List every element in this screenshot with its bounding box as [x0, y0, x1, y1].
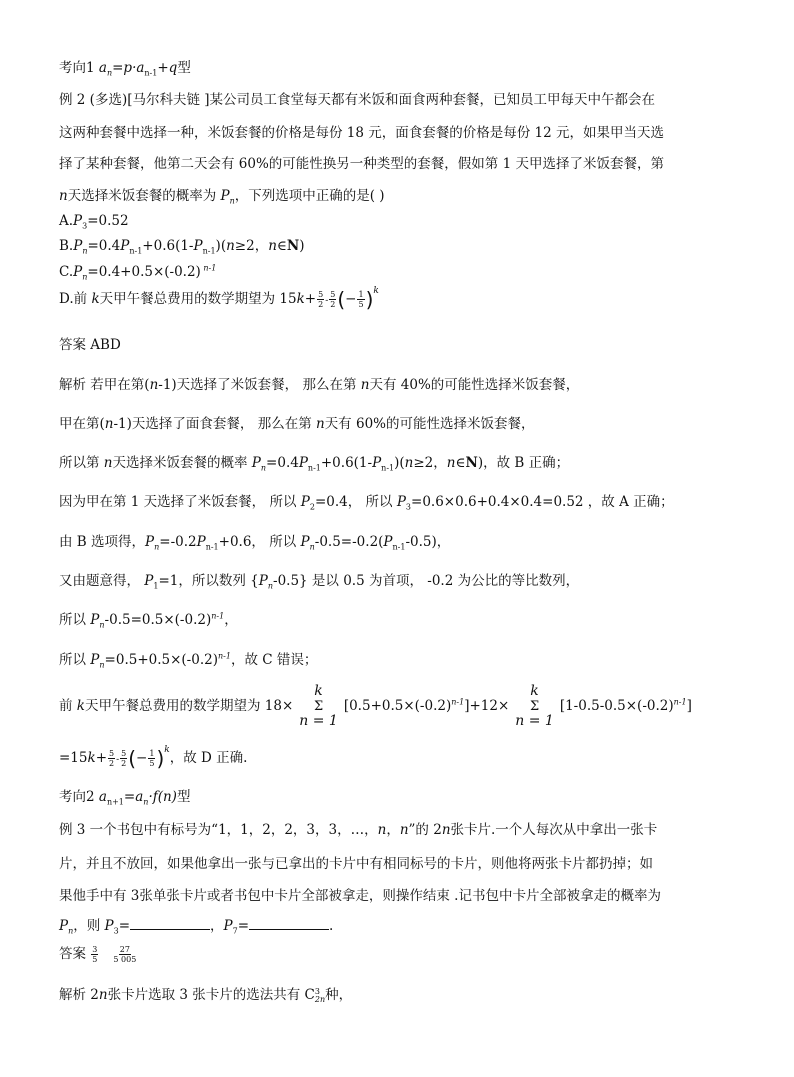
math-var: n [103, 455, 113, 471]
math-var: n [360, 377, 370, 393]
math-sub: n [229, 196, 235, 206]
math-sup: k [373, 286, 379, 296]
math-var: P [73, 264, 83, 280]
math-var: P [73, 238, 83, 254]
math-var: P [104, 918, 114, 934]
math-var: P [220, 188, 230, 204]
math-sub: n [309, 542, 315, 552]
text: 甲在第( [59, 416, 105, 432]
text: 所以 [59, 612, 91, 628]
text: -1)天选择了米饭套餐， 那么在第 [158, 377, 361, 393]
math-sub: 3 [113, 926, 119, 936]
math-expr: -0.5=-0.2( [314, 534, 384, 550]
math-sub: n [143, 797, 149, 807]
math-var: n [268, 238, 277, 254]
math-var: P [196, 534, 206, 550]
sum-upper: k [530, 683, 539, 699]
math-sub: n-1 [205, 542, 219, 552]
fraction [91, 945, 98, 964]
fraction [108, 749, 115, 768]
sum-lower: n = 1 [299, 713, 338, 729]
math-expr: ≥2， [413, 455, 447, 471]
math-var: P [383, 534, 393, 550]
frac-num: 3 [92, 945, 98, 954]
text: ，故 D 正确. [169, 750, 248, 766]
math-sub: n [154, 542, 160, 552]
frac-den: 2 [109, 759, 115, 768]
math-var: n [377, 822, 387, 838]
sum-upper: k [314, 683, 323, 699]
text: . [329, 918, 334, 934]
math-sup: n-1 [211, 611, 225, 621]
frac-num: 5 [318, 290, 324, 299]
frac-den: 5 [92, 955, 98, 964]
text: ，下列选项中正确的是( ) [234, 188, 385, 204]
summation [515, 684, 554, 729]
math-op: = [118, 918, 131, 934]
frac-num: 1 [358, 290, 364, 299]
math-expr: ≥2， [234, 238, 269, 254]
math-sub: n [99, 620, 105, 630]
text: 张卡片.一个人每次从中拿出一张卡 [450, 822, 658, 838]
heading-suffix: 型 [176, 789, 191, 805]
math-sup: n-1 [673, 697, 687, 707]
text: 所以第 [59, 455, 104, 471]
fraction [112, 945, 137, 964]
math-expr: =0.5+0.5×(-0.2) [104, 652, 218, 668]
math-op: − [136, 750, 148, 766]
math-sub: n [82, 246, 88, 256]
math-sub: 3 [405, 502, 412, 512]
sum-sign: Σ [529, 699, 540, 714]
frac-den: 5 005 [113, 955, 137, 964]
option-label: D.前 [59, 291, 92, 307]
math-expr: =-0.2 [159, 534, 197, 550]
math-var: k [296, 291, 305, 307]
text: 天选择米饭套餐的概率为 [67, 188, 221, 204]
math-sub: n-1 [381, 463, 395, 473]
text: ， [224, 612, 238, 628]
math-sub: n [267, 581, 274, 591]
text: ”的 2 [408, 822, 442, 838]
frac-num: 5 [330, 290, 336, 299]
math-op: = [237, 918, 250, 934]
math-sup: n-1 [218, 651, 231, 661]
math-op: − [345, 291, 357, 307]
math-var: P [59, 918, 69, 934]
math-sub: 1 [153, 581, 159, 591]
math-sub: n-1 [202, 246, 216, 256]
math-expr: =a [123, 789, 144, 805]
math-sub: 2 [309, 502, 315, 512]
math-expr: -0.5)， [405, 534, 451, 550]
text: -1)天选择了面食套餐， 那么在第 [113, 416, 316, 432]
math-var: n [98, 987, 108, 1003]
frac-den: 2 [330, 300, 336, 309]
analysis-line-7 [59, 610, 238, 630]
math-sup: n-1 [451, 697, 465, 707]
text: 由 B 选项得， [59, 534, 146, 550]
frac-num: 1 [149, 749, 155, 758]
answer-blank-1 [130, 915, 210, 930]
example-3-line-2: 片，并且不放回，如果他拿出一张与已拿出的卡片中有相同标号的卡片，则他将两张卡片都扔掉；如 [59, 856, 653, 872]
math-expr: -0.5=0.5×(-0.2) [104, 612, 212, 628]
math-var: n [441, 822, 451, 838]
math-expr: [1-0.5-0.5×(-0.2) [559, 698, 674, 714]
math-sub: n [106, 68, 113, 78]
math-var: P [120, 238, 130, 254]
example-3-line-1 [59, 820, 657, 840]
math-var: n [226, 238, 235, 254]
example-3-line-3: 果他手中有 3张单张卡片或者书包中卡片全部被拿走，则操作结束 .记书包中卡片全部被拿走的概率为 [59, 888, 661, 904]
math-var: k [76, 698, 85, 714]
text: 解析 2 [59, 987, 99, 1003]
section-heading-1 [59, 58, 191, 78]
math-expr: ] [686, 698, 692, 714]
math-expr: ∈ [276, 238, 287, 254]
math-var: n [446, 455, 456, 471]
fraction [148, 749, 155, 768]
combination-index [315, 988, 325, 1004]
example-2-line-3: 择了某种套餐，他第二天会有 60%的可能性换另一种类型的套餐，假如第 1 天甲选择了米饭套餐，第 [59, 156, 664, 172]
frac-num: 5 [121, 749, 127, 758]
text: 天有 40%的可能性选择米饭套餐， [369, 377, 580, 393]
math-sub: n [68, 926, 74, 936]
analysis-line-8 [59, 650, 317, 670]
math-op: + [95, 750, 107, 766]
math-op: - [325, 296, 329, 306]
answer-label: 答案 [59, 946, 91, 962]
math-expr: =p·a [112, 60, 145, 76]
math-var: P [251, 455, 261, 471]
math-expr: =15 [59, 750, 88, 766]
math-sub: n+1 [106, 797, 124, 807]
analysis-line-3 [59, 453, 569, 473]
math-var: P [144, 573, 154, 589]
text: 前 [59, 698, 77, 714]
analysis-line-5 [59, 532, 450, 552]
frac-den: 2 [318, 300, 324, 309]
math-sub: n [99, 660, 105, 670]
option-a [59, 211, 129, 231]
math-op: - [116, 755, 120, 765]
heading-label: 考向2 [59, 789, 99, 805]
math-var: P [73, 213, 83, 229]
math-var: n [59, 188, 68, 204]
math-var: P [223, 918, 233, 934]
text: =0.4， 所以 [314, 494, 397, 510]
math-var: P [300, 534, 310, 550]
text: 又由题意得， [59, 573, 145, 589]
section-heading-2 [59, 787, 190, 807]
text: -0.5} 是以 0.5 为首项， -0.2 为公比的等比数列， [273, 573, 580, 589]
math-sub: n [260, 463, 267, 473]
math-expr: ) [299, 238, 305, 254]
sum-sign: Σ [313, 699, 324, 714]
math-expr: ·f(n) [148, 789, 177, 805]
math-sub: n [82, 272, 88, 282]
math-expr: =0.4 [266, 455, 299, 471]
text: =0.6×0.6+0.4×0.4=0.52 ，故 A 正确； [411, 494, 674, 510]
math-expr: =0.4 [87, 238, 121, 254]
math-var: P [300, 494, 310, 510]
math-expr: ]+12× [464, 698, 510, 714]
math-var: a [98, 789, 107, 805]
math-var: n [104, 416, 114, 432]
math-expr: =0.52 [87, 213, 129, 229]
math-sub: n-1 [307, 463, 321, 473]
summation [299, 684, 338, 729]
text: 种， [325, 987, 353, 1003]
text: ， [386, 822, 400, 838]
paren-close: ) [365, 287, 374, 312]
text: ， [210, 918, 224, 934]
math-expr: =0.4+0.5×(-0.2) [87, 264, 201, 280]
math-var: P [193, 238, 203, 254]
fraction [329, 290, 336, 309]
math-sub: 7 [232, 926, 238, 936]
math-expr: +0.6(1- [320, 455, 373, 471]
analysis-line-6 [59, 571, 579, 591]
example-2-line-4 [59, 186, 385, 206]
math-var: P [258, 573, 268, 589]
math-expr: +q [157, 60, 178, 76]
frac-den: 2 [121, 759, 127, 768]
analysis-line-2 [59, 414, 534, 434]
math-sup: k [164, 745, 170, 755]
math-var: P [396, 494, 406, 510]
math-sub: n-1 [392, 542, 406, 552]
math-expr: ∈ [455, 455, 466, 471]
math-var: n [149, 377, 159, 393]
fraction [357, 290, 364, 309]
math-op: + [304, 291, 317, 307]
example-3-line-4 [59, 915, 333, 936]
analysis-3-line-1 [59, 985, 352, 1005]
math-var: P [372, 455, 382, 471]
fraction [120, 749, 127, 768]
answer-3 [59, 944, 138, 964]
math-expr: )( [215, 238, 227, 254]
math-set: N [465, 455, 478, 471]
math-sub: n-1 [144, 68, 158, 78]
text: 天有 60%的可能性选择米饭套餐， [324, 416, 535, 432]
math-var: n [399, 822, 409, 838]
math-var: n [404, 455, 414, 471]
math-sub: n-1 [129, 246, 143, 256]
analysis-line-4 [59, 492, 674, 512]
heading-label: 考向1 [59, 60, 99, 76]
text: 天选择米饭套餐的概率 [112, 455, 252, 471]
text: +0.6， 所以 [218, 534, 301, 550]
math-var: a [98, 60, 107, 76]
math-var: P [145, 534, 155, 550]
option-label: B. [59, 238, 74, 254]
math-var: k [91, 291, 100, 307]
option-label: A. [59, 213, 74, 229]
option-d [59, 286, 379, 312]
math-expr: +0.6(1- [142, 238, 194, 254]
example-2-line-2: 这两种套餐中选择一种，米饭套餐的价格是每份 18 元，面食套餐的价格是每份 12 元，如果甲当天选 [59, 125, 665, 141]
frac-num: 5 [109, 749, 115, 758]
math-var: P [298, 455, 308, 471]
math-sub: 3 [82, 221, 88, 231]
math-expr: )( [394, 455, 405, 471]
analysis-line-9 [59, 684, 692, 729]
frac-den: 5 [358, 300, 364, 309]
text: 天甲午餐总费用的数学期望为 18× [84, 698, 294, 714]
math-var: k [87, 750, 96, 766]
math-sup: n-1 [200, 263, 217, 273]
example-2-line-1: 例 2 (多选)[马尔科夫链 ]某公司员工食堂每天都有米饭和面食两种套餐，已知员工甲每天中午都会在 [59, 92, 656, 108]
math-set: N [286, 238, 300, 254]
paren-close: ) [156, 746, 165, 771]
text: )，故 B 正确； [477, 455, 570, 471]
math-var: P [90, 612, 100, 628]
comb-lower: 2n [314, 994, 326, 1004]
math-var: P [90, 652, 100, 668]
text: 所以 [59, 652, 91, 668]
text: 张卡片选取 3 张卡片的选法共有 C [107, 987, 315, 1003]
fraction [317, 290, 324, 309]
frac-den: 5 [149, 759, 155, 768]
text: 解析 若甲在第( [59, 377, 150, 393]
text: =1，所以数列 { [158, 573, 259, 589]
answer-2: 答案 ABD [59, 337, 121, 353]
comb-upper: 3 [314, 986, 320, 996]
text: 例 3 一个书包中有标号为“1，1，2，2，3，3，…， [59, 822, 378, 838]
text: 天甲午餐总费用的数学期望为 15 [99, 291, 297, 307]
paren-open: ( [337, 287, 346, 312]
analysis-line-1 [59, 375, 579, 395]
text: ，则 [73, 918, 105, 934]
text: ，故 C 错误； [230, 652, 318, 668]
sum-lower: n = 1 [515, 713, 554, 729]
paren-open: ( [128, 746, 137, 771]
option-label: C. [59, 264, 74, 280]
heading-suffix: 型 [177, 60, 191, 76]
frac-num: 27 [119, 945, 130, 954]
option-c [59, 262, 216, 282]
analysis-line-10 [59, 745, 248, 771]
answer-blank-2 [249, 915, 329, 930]
option-b [59, 236, 305, 256]
math-var: n [315, 416, 325, 432]
math-expr: [0.5+0.5×(-0.2) [343, 698, 452, 714]
text: 因为甲在第 1 天选择了米饭套餐， 所以 [59, 494, 301, 510]
